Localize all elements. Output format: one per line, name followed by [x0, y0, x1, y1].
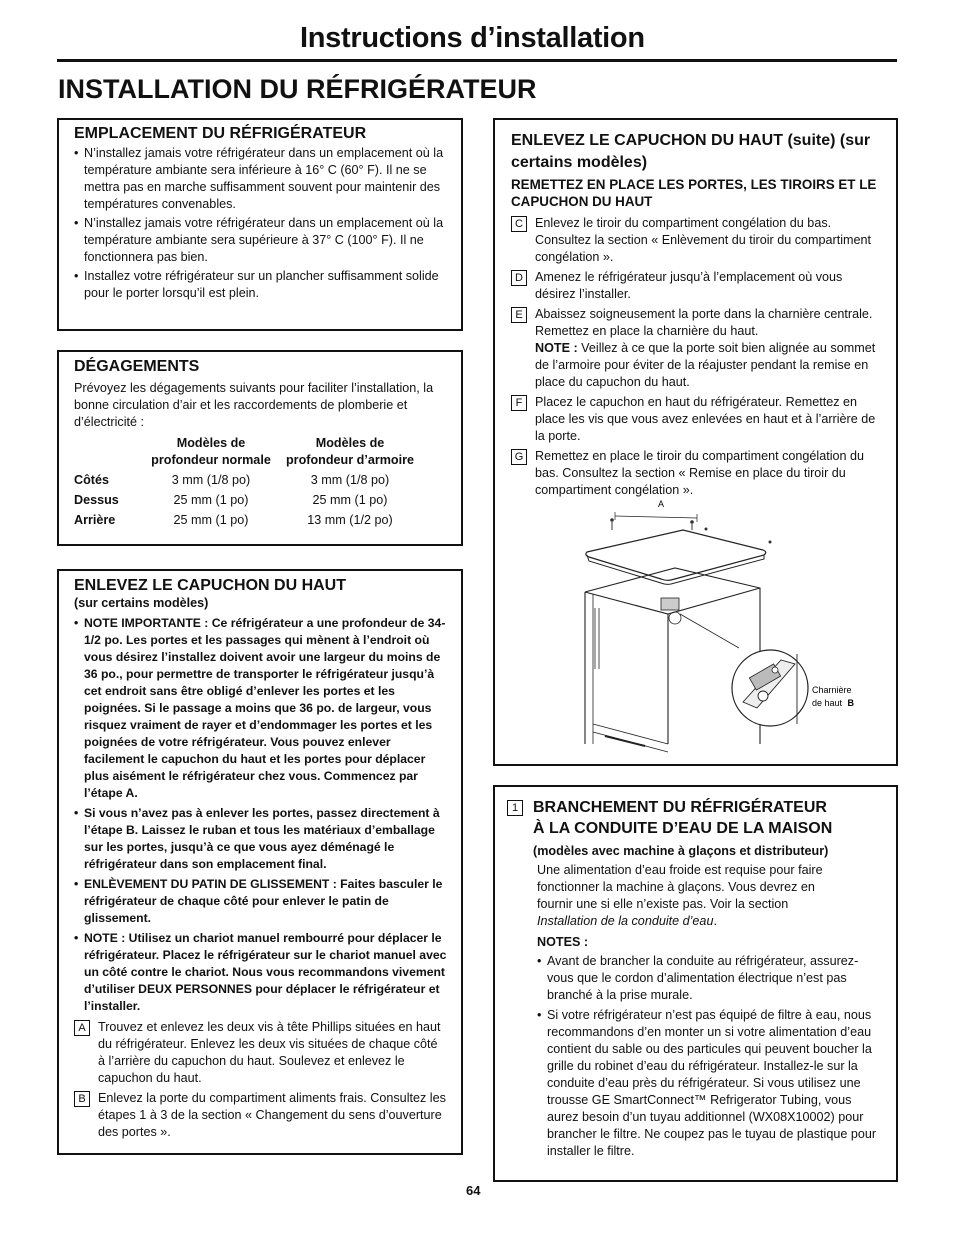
step-text: Amenez le réfrigérateur jusqu’à l’emplacement où vous désirez l’installer. [535, 270, 843, 301]
branchement-title-line2: À LA CONDUITE D’EAU DE LA MAISON [533, 820, 833, 837]
step-letter-box: G [511, 449, 527, 465]
col-header-normal-line1: Modèles de [176, 436, 246, 450]
suite-step-d [511, 269, 884, 303]
col-header-normal-line2: profondeur normale [151, 453, 271, 467]
step-letter-box: A [74, 1020, 90, 1036]
suite-step-c [511, 215, 884, 266]
degagements-title: DÉGAGEMENTS [74, 358, 200, 375]
row-normal-value: 3 mm (1/8 po) [171, 473, 251, 487]
emplacement-title: EMPLACEMENT DU RÉFRIGÉRATEUR [74, 125, 367, 142]
refrigerator-cabinet [585, 568, 760, 744]
step-text: Trouvez et enlevez les deux vis à tête Phillips situées en haut du réfrigérateur. Enlevez les deux vis situées de chaque côté à l’arrière du capuchon du haut. Soulevez et enlevez le capuchon du haut. [98, 1020, 441, 1085]
step-text: Enlevez la porte du compartiment aliments frais. Consultez les étapes 1 à 3 de la section « Changement du sens d’ouverture des portes ». [98, 1091, 446, 1139]
emplacement-bullet: • N’installez jamais votre réfrigérateur dans un emplacement où la température ambiante sera supérieure à 37° C (100° F). Il ne fonctionnera pas bien. [74, 215, 447, 266]
capuchon-suite-subtitle: REMETTEZ EN PLACE LES PORTES, LES TIROIRS ET LE CAPUCHON DU HAUT [511, 177, 877, 209]
degagements-intro: Prévoyez les dégagements suivants pour faciliter l’installation, la bonne circulation d’air et les raccordements de plomberie et d’électricité : [74, 381, 434, 429]
page-title: INSTALLATION DU RÉFRIGÉRATEUR [58, 74, 537, 104]
step-text: Placez le capuchon en haut du réfrigérateur. Remettez en place les vis que vous avez enlevées en haut et à l’arrière de la porte. [535, 395, 876, 443]
step-text: Enlevez le tiroir du compartiment congélation du bas. Consultez la section « Enlèvement du tiroir du compartiment congélation ». [535, 216, 871, 264]
row-label: Côtés [74, 473, 109, 487]
branchement-note-bullet: • Avant de brancher la conduite au réfrigérateur, assurez-vous que le cordon d’alimentation électrique n’est pas branché à la prise murale. [537, 953, 884, 1004]
intro-italic-reference: Installation de la conduite d’eau [537, 914, 714, 928]
emplacement-bullet: • Installez votre réfrigérateur sur un plancher suffisamment solide pour le porter lorsqu’il est plein. [74, 268, 447, 302]
clearance-table [74, 435, 424, 529]
row-armoire-value: 25 mm (1 po) [312, 493, 388, 507]
capuchon-bullet: • NOTE : Utilisez un chariot manuel rembourré pour déplacer le réfrigérateur. Placez le réfrigérateur sur le chariot manuel avec un côté contre le chariot. Nous vous recommandons vivement d’utiliser DEUX PERSONNES pour déplacer le réfrigérateur et l’installer. [74, 930, 447, 1015]
capuchon-list [74, 615, 447, 1015]
capuchon-subtitle: (sur certains modèles) [74, 596, 209, 610]
row-normal-value: 25 mm (1 po) [173, 493, 249, 507]
top-cap [586, 530, 766, 580]
branchement-subtitle: (modèles avec machine à glaçons et distributeur) [533, 844, 829, 858]
screw-icon [769, 541, 772, 544]
capuchon-suite-section [493, 118, 898, 766]
step-letter-box: B [74, 1091, 90, 1107]
step-letter-box: F [511, 395, 527, 411]
capuchon-suite-title: ENLEVEZ LE CAPUCHON DU HAUT (suite) (sur certains modèles) [511, 132, 871, 171]
intro-end: . [713, 914, 717, 928]
intro-text: Une alimentation d’eau froide est requise pour faire fonctionner la machine à glaçons. Vous devrez en fournir une si elle n’existe pas. Voir la section [537, 863, 823, 911]
step-number-box: 1 [507, 800, 523, 816]
branchement-note-bullet: • Si votre réfrigérateur n’est pas équipé de filtre à eau, nous recommandons d’en monter un si votre alimentation d’eau contient du sable ou des particules qui peuvent boucher la grille du robinet d’eau du réfrigérateur. Installez-le sur la conduite d’eau près du réfrigérateur. Si vous utilisez une trousse GE SmartConnect™ Refrigerator Tubing, vous aurez besoin d’un tuyau additionnel (WX08X10002) pour brancher le filtre. Ne coupez pas le tuyau de plastique pour installer le filtre. [537, 1007, 884, 1160]
hinge-label-line2: de haut [812, 698, 843, 708]
step-letter-box: D [511, 270, 527, 286]
branchement-title-line1: BRANCHEMENT DU RÉFRIGÉRATEUR [533, 799, 827, 816]
col-header-armoire-line2: profondeur d’armoire [285, 453, 415, 467]
row-armoire-value: 13 mm (1/2 po) [307, 513, 393, 527]
table-row [74, 509, 424, 529]
screw-icon [610, 518, 614, 522]
screw-icon [705, 528, 708, 531]
row-armoire-value: 3 mm (1/8 po) [310, 473, 390, 487]
row-label: Dessus [74, 493, 119, 507]
suite-step-f [511, 394, 884, 445]
capuchon-step-a [74, 1019, 447, 1087]
row-label: Arrière [74, 513, 116, 527]
note-label: NOTE : [535, 341, 578, 355]
screw-icon [690, 520, 694, 524]
emplacement-list [74, 145, 447, 302]
branchement-notes-list [507, 953, 884, 1160]
notes-label: NOTES : [537, 935, 589, 949]
refrigerator-top-cap-illustration [565, 494, 865, 754]
header-divider [57, 59, 897, 62]
step-letter-box: C [511, 216, 527, 232]
step-text: Remettez en place le tiroir du compartiment congélation du bas. Consultez la section « Remise en place du tiroir du compartiment congélation ». [535, 449, 865, 497]
hinge-label-line2-group [812, 698, 855, 708]
capuchon-bullet: • Si vous n’avez pas à enlever les portes, passez directement à l’étape B. Laissez le ruban et tous les matériaux d’emballage sur les portes, jusqu’à ce que vous ayez déménagé le réfrigérateur dans son emplacement final. [74, 805, 447, 873]
capuchon-bullet: • NOTE IMPORTANTE : Ce réfrigérateur a une profondeur de 34-1/2 po. Les portes et les passages qui mènent à l’endroit où vous désirez l’installez doivent avoir une largeur du moins de 36 po., pour permettre de transporter le réfrigérateur jusqu’à cet endroit sans être obligé d’enlever les portes et les poignées. Si le passage a moins que 36 po. de largeur, vous risquez vraiment de rayer et d’endommager les portes et les poignées de votre réfrigérateur. Vous pouvez enlever facilement le capuchon du haut et les portes pour déplacer plus aisément le réfrigérateur chez vous. Commencez par l’étape A. [74, 615, 447, 802]
col-header-armoire-line1: Modèles de [315, 436, 385, 450]
step-text: Abaissez soigneusement la porte dans la charnière centrale. Remettez en place la charnière du haut. [535, 307, 873, 338]
figure-label-a: A [658, 499, 665, 509]
capuchon-section [57, 569, 463, 1155]
hinge-label-line1: Charnière [812, 685, 852, 695]
branchement-heading [507, 797, 884, 839]
suite-step-e [511, 306, 884, 391]
branchement-intro [507, 862, 884, 930]
page-number: 64 [466, 1183, 481, 1198]
document-header-title: Instructions d’installation [300, 22, 645, 54]
capuchon-bullet: • ENLÈVEMENT DU PATIN DE GLISSEMENT : Faites basculer le réfrigérateur de chaque côté pour enlever le patin de glissement. [74, 876, 447, 927]
capuchon-title: ENLEVEZ LE CAPUCHON DU HAUT [74, 577, 347, 594]
suite-step-g [511, 448, 884, 499]
note-text: Veillez à ce que la porte soit bien alignée au sommet de l’armoire pour éviter de la réajuster pendant la remise en place du capuchon du haut. [535, 341, 876, 389]
emplacement-section [57, 118, 463, 331]
hinge-label-letter: B [847, 698, 855, 708]
emplacement-bullet: • N’installez jamais votre réfrigérateur dans un emplacement où la température ambiante sera inférieure à 16° C (60° F). Il ne se mettra pas en marche suffisamment souvent pour maintenir des températures convenables. [74, 145, 447, 213]
capuchon-step-b [74, 1090, 447, 1141]
table-row [74, 469, 424, 489]
table-row [74, 489, 424, 509]
row-normal-value: 25 mm (1 po) [173, 513, 249, 527]
branchement-section [493, 785, 898, 1182]
step-letter-box: E [511, 307, 527, 323]
degagements-section [57, 350, 463, 546]
